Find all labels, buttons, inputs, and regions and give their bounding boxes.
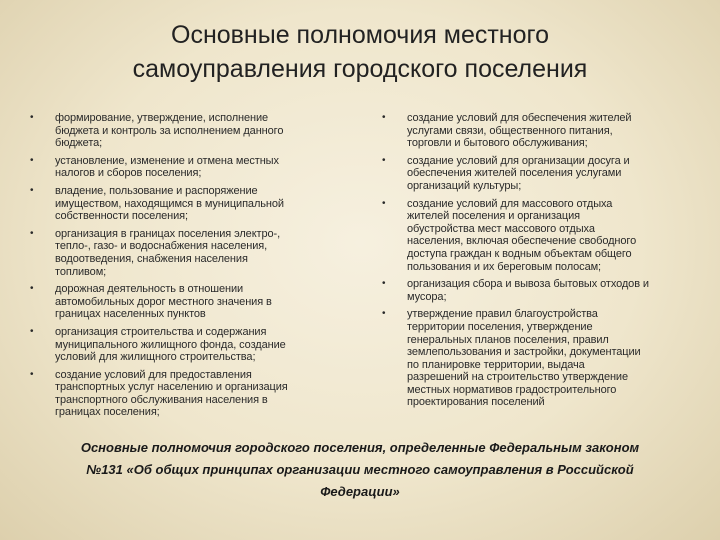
- list-item-text: установление, изменение и отмена местных налогов и сборов поселения;: [55, 154, 279, 180]
- list-item-text: организация строительства и содержания муниципального жилищного фонда, создание условий для жилищного строительства;: [55, 325, 286, 364]
- list-item-text: создание условий для обеспечения жителей услугами связи, общественного питания, торговли и бытового обслуживания;: [407, 112, 632, 150]
- bullet-icon: •: [382, 154, 386, 166]
- list-item-text: утверждение правил благоустройства территории поселения, утверждение генеральных планов поселения, правил землепользования и застройки, документации по планировке территории, выдача разрешений на строительство утверждение местных нормативов градостроительного проектирования поселений: [407, 308, 641, 409]
- list-item: [382, 308, 702, 409]
- list-item-text: дорожная деятельность в отношении автомобильных дорог местного значения в границах населенных пунктов: [55, 283, 272, 321]
- bullet-icon: •: [30, 325, 34, 337]
- bullet-icon: •: [382, 197, 386, 209]
- list-item-text: организация сбора и вывоза бытовых отходов и мусора;: [407, 278, 649, 303]
- list-item: [30, 369, 350, 419]
- list-item-text: создание условий для массового отдыха жителей поселения и организация обустройства мест массового отдыха населения, включая обеспечение свободного доступа граждан к водным объектам общего пользования и их береговым полосам;: [407, 197, 637, 273]
- list-item: [30, 155, 350, 180]
- bullet-icon: •: [30, 154, 34, 166]
- list-item-text: создание условий для организации досуга и обеспечения жителей поселения услугами организаций культуры;: [407, 154, 630, 192]
- right-bullet-list: [382, 112, 702, 414]
- list-item: [382, 278, 702, 303]
- list-item: [30, 326, 350, 364]
- list-item-text: формирование, утверждение, исполнение бюджета и контроль за исполнением данного бюджета;: [55, 112, 284, 150]
- list-item: [30, 228, 350, 278]
- slide-footer-caption: Основные полномочия городского поселения, определенные Федеральным законом №131 «Об общих принципах организации местного самоуправления в Российской Федерации»: [80, 440, 640, 499]
- list-item-text: владение, пользование и распоряжение имуществом, находящимся в муниципальной собственности поселения;: [55, 184, 284, 223]
- bullet-icon: •: [382, 278, 386, 290]
- list-item: [30, 112, 350, 150]
- bullet-icon: •: [30, 368, 34, 380]
- list-item: [30, 283, 350, 321]
- bullet-icon: •: [30, 184, 34, 196]
- bullet-icon: •: [382, 308, 386, 320]
- list-item-text: организация в границах поселения электро-, тепло-, газо- и водоснабжения населения, водоотведения, снабжения населения топливом;: [55, 227, 281, 278]
- bullet-icon: •: [30, 227, 34, 239]
- bullet-icon: •: [30, 283, 34, 295]
- list-item: [382, 112, 702, 150]
- left-bullet-list: [30, 112, 350, 424]
- bullet-icon: •: [30, 112, 34, 123]
- list-item: [30, 185, 350, 223]
- list-item-text: создание условий для предоставления транспортных услуг населению и организация транспортного обслуживания населения в границах поселения;: [55, 368, 288, 419]
- bullet-icon: •: [382, 112, 386, 123]
- list-item: [382, 198, 702, 274]
- slide-title: Основные полномочия местного самоуправления городского поселения: [132, 21, 588, 83]
- list-item: [382, 155, 702, 193]
